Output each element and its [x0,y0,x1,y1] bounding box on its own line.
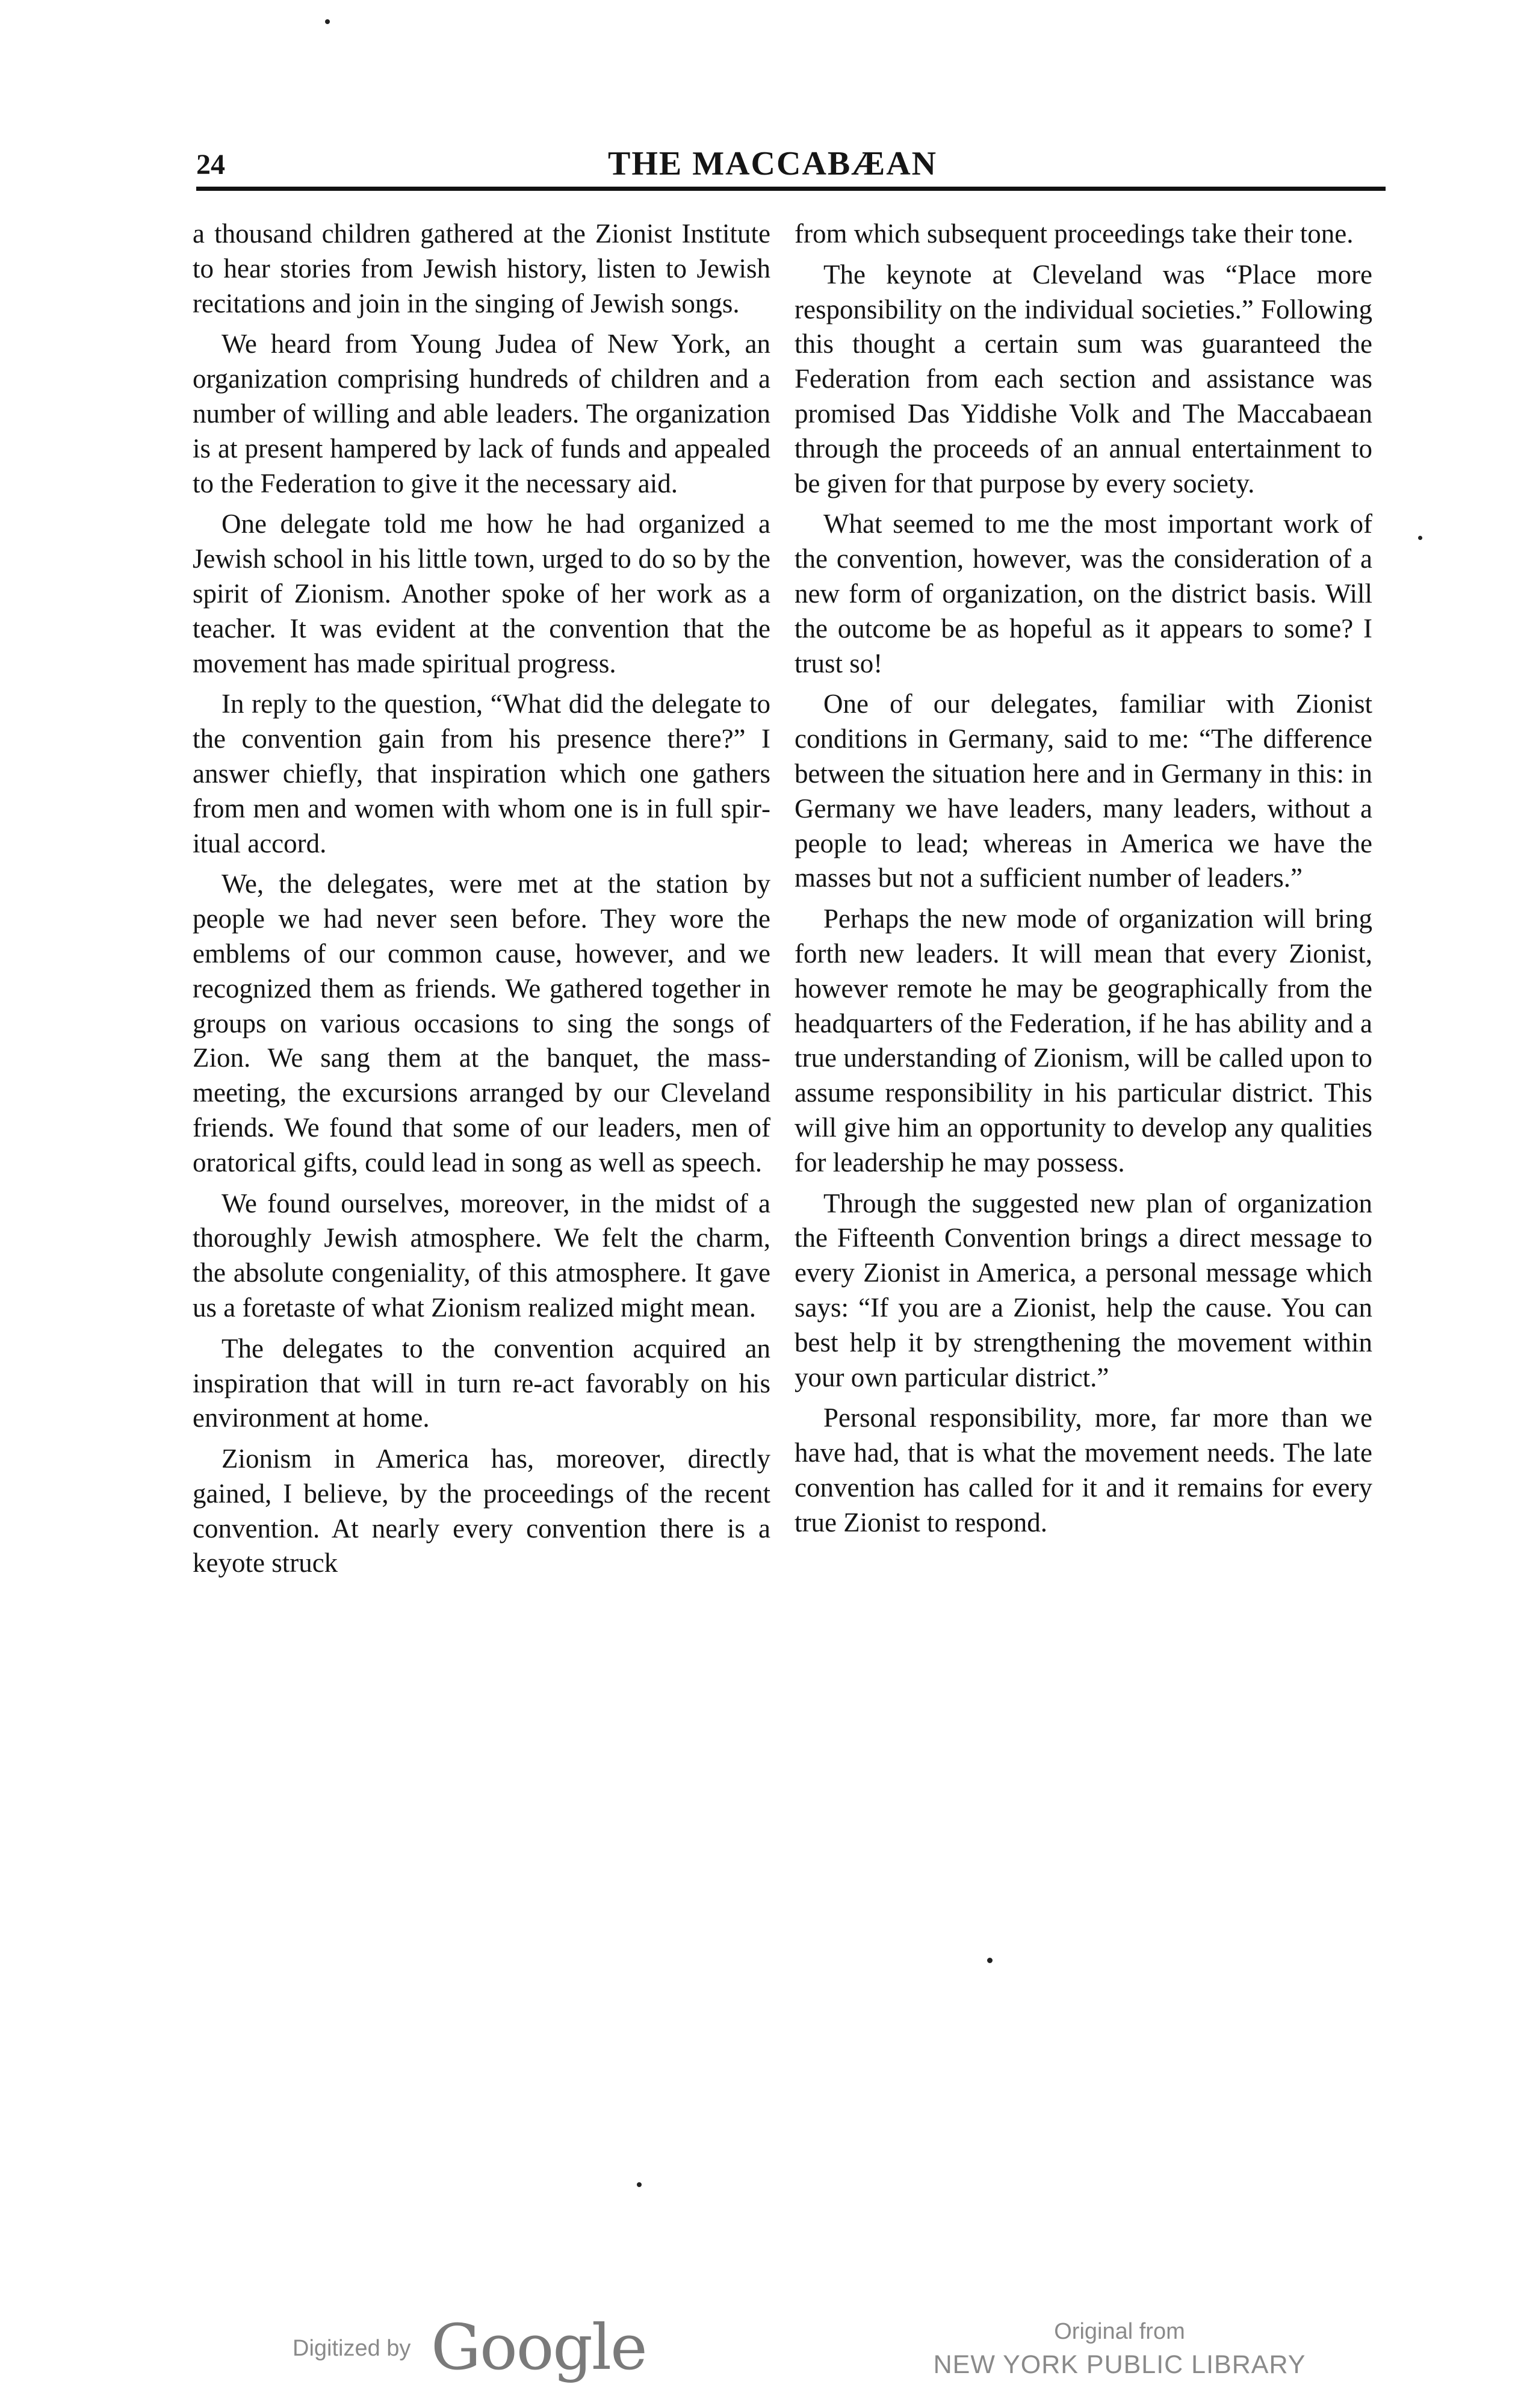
footer-library-name: NEW YORK PUBLIC LIBRARY [933,2350,1306,2379]
paragraph: Zionism in America has, moreover, directly gained, I believe, by the proceedings of the recent convention. At nearly every convention there is a keyote struck [193,1444,770,1578]
paragraph: We found ourselves, moreover, in the midst of a thoroughly Jewish atmosphere. We felt the charm, the absolute congeniality, of this atmosphere. It gave us a foretaste of what Zionism realized might mean. [193,1188,770,1323]
google-logo: Google [431,2310,646,2384]
scan-speck [325,19,330,24]
paragraph: The keynote at Cleveland was “Place more responsibility on the individual societies.” Following this thought a certain sum was guaranteed the Federation from each section and assistance was promised Das Yiddishe Volk and The Maccabaean through the proceeds of an annual entertainment to be given for that purpose by every society. [795,259,1372,498]
paragraph: We heard from Young Judea of New York, an organization comprising hundreds of children and a number of willing and able leaders. The organization is at present hampered by lack of funds and appealed to the Federation to give it the necessary aid. [193,329,770,498]
paragraph: Personal responsibility, more, far more than we have had, that is what the movement needs. The late convention has called for it and it remains for every true Zionist to respond. [795,1403,1372,1538]
left-column [193,217,770,1587]
paragraph: We, the delegates, were met at the station by people we had never seen before. They wore the emblems of our common cause, however, and we recognized them as friends. We gathered together in groups on various occasions to sing the songs of Zion. We sang them at the banquet, the mass-meeting, the excursions arranged by our Cleveland friends. We found that some of our leaders, men of oratorical gifts, could lead in song as well as speech. [193,869,770,1178]
paragraph: One delegate told me how he had organized a Jewish school in his little town, urged to do so by the spirit of Zionism. Another spoke of her work as a teacher. It was evident at the convention that the movement has made spiritual progress. [193,509,770,678]
paragraph: In reply to the question, “What did the delegate to the convention gain from his presence there?” I answer chiefly, that inspiration which one gathers from men and women with whom one is in full spiritual accord. [193,689,770,858]
paragraph: a thousand children gathered at the Zionist Institute to hear stories from Jewish history, listen to Jewish recitations and join in the singing of Jewish songs. [193,219,770,318]
paragraph: Through the suggested new plan of organization the Fifteenth Convention brings a direct message to every Zionist in America, a personal message which says: “If you are a Zionist, help the cause. You can best help it by strengthening the movement within your own particular district.” [795,1188,1372,1392]
paragraph: Perhaps the new mode of organization will bring forth new leaders. It will mean that every Zionist, however remote he may be geographically from the headquarters of the Federation, if he has ability and a true understanding of Zionism, will be called upon to assume responsibility in his particular district. This will give him an opportunity to develop any qualities for leadership he may possess. [795,904,1372,1178]
running-title: THE MACCABÆAN [608,145,938,182]
footer-digitized-label: Digitized by [293,2336,411,2361]
right-column [795,217,1372,1546]
paragraph: The delegates to the convention acquired an inspiration that will in turn re-act favorably on his environment at home. [193,1333,770,1433]
paragraph: from which subsequent proceedings take their tone. [795,219,1354,249]
header-rule [196,187,1386,191]
paragraph: One of our delegates, familiar with Zionist conditions in Germany, said to me: “The difference between the situation here and in Germany in this: in Germany we have leaders, many leaders, without a people to lead; whereas in America we have the masses but not a sufficient number of leaders.” [795,689,1372,893]
page-number: 24 [196,149,225,181]
scan-speck [637,2182,642,2187]
scan-speck [1418,536,1422,540]
footer-original-label: Original from [1054,2319,1185,2344]
paragraph: What seemed to me the most important work of the convention, however, was the consideration of a new form of organization, on the district basis. Will the outcome be as hopeful as it appears to some? I trust so! [795,509,1372,678]
scan-speck [987,1958,993,1963]
